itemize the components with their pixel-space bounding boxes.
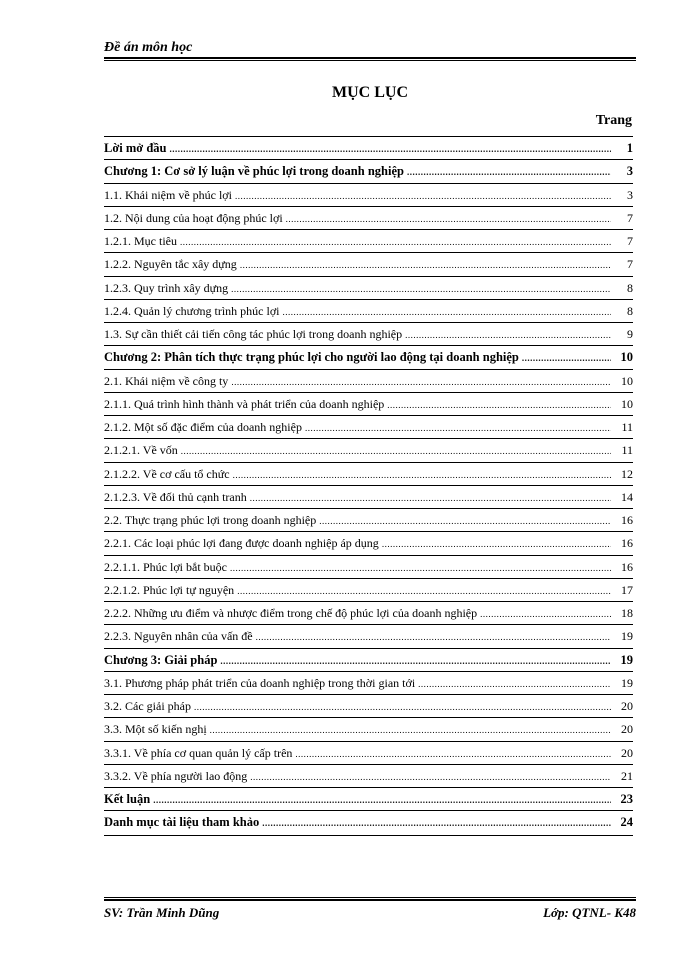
dot-leader (233, 468, 611, 482)
toc-entry-page: 24 (620, 815, 633, 830)
toc-entry-page: 20 (621, 722, 633, 737)
toc-entry-page: 10 (621, 373, 633, 388)
toc-entry[interactable] (104, 323, 633, 346)
toc-entry[interactable] (104, 253, 633, 276)
footer-rule (104, 897, 636, 901)
toc-entry-label: Chương 3: Giải pháp (104, 652, 218, 667)
toc-entry[interactable] (104, 439, 633, 462)
toc-entry-page: 10 (621, 396, 633, 411)
toc-entry-page: 3 (627, 187, 633, 202)
toc-entry[interactable] (104, 649, 633, 672)
dot-leader (382, 537, 611, 551)
dot-leader (405, 328, 611, 342)
toc-entry-label: 2.1.2.1. Về vốn (104, 443, 178, 458)
toc-entry-label: Danh mục tài liệu tham khảo (104, 815, 260, 830)
table-of-contents (104, 136, 633, 836)
toc-entry-label: 2.2.1.1. Phúc lợi bắt buộc (104, 559, 227, 574)
toc-entry[interactable] (104, 486, 633, 509)
dot-leader (250, 491, 611, 505)
toc-entry[interactable] (104, 207, 633, 230)
toc-entry[interactable] (104, 788, 633, 811)
dot-leader (522, 351, 611, 365)
toc-entry[interactable] (104, 463, 633, 486)
toc-entry-page: 7 (627, 257, 633, 272)
toc-entry-page: 11 (621, 443, 633, 458)
toc-entry-label: 1.1. Khái niệm về phúc lợi (104, 187, 232, 202)
toc-entry-page: 8 (627, 280, 633, 295)
toc-entry-page: 16 (621, 559, 633, 574)
toc-entry-page: 1 (626, 141, 633, 155)
toc-entry-page: 14 (621, 489, 633, 504)
dot-leader (231, 375, 611, 389)
toc-entry[interactable] (104, 811, 633, 834)
toc-entry[interactable] (104, 625, 633, 648)
toc-title: MỤC LỤC (332, 84, 408, 101)
dot-leader (169, 142, 611, 156)
toc-entry-label: 2.1.2.3. Về đối thủ cạnh tranh (104, 489, 247, 504)
toc-entry[interactable] (104, 277, 633, 300)
dot-leader (256, 630, 611, 644)
dot-leader (250, 770, 611, 784)
dot-leader (262, 816, 611, 830)
toc-entry[interactable] (104, 184, 633, 207)
dot-leader (230, 561, 611, 575)
toc-entry-page: 17 (621, 582, 633, 597)
toc-entry[interactable] (104, 602, 633, 625)
toc-entry[interactable] (104, 695, 633, 718)
toc-entry-page: 3 (626, 164, 633, 179)
dot-leader (181, 444, 611, 458)
toc-entry[interactable] (104, 230, 633, 253)
dot-leader (305, 421, 611, 435)
toc-entry[interactable] (104, 509, 633, 532)
dot-leader (220, 654, 611, 668)
toc-entry[interactable] (104, 579, 633, 602)
dot-leader (480, 607, 611, 621)
toc-entry[interactable] (104, 370, 633, 393)
toc-entry-label: 3.3. Một số kiến nghị (104, 722, 207, 737)
dot-leader (210, 723, 611, 737)
toc-entry-label: 1.2.4. Quản lý chương trình phúc lợi (104, 303, 280, 318)
toc-entry-page: 16 (621, 536, 633, 551)
toc-entry-label: Lời mở đầu (104, 141, 167, 155)
dot-leader (240, 258, 611, 272)
toc-entry[interactable] (104, 137, 633, 160)
toc-entry-label: 2.2.1.2. Phúc lợi tự nguyện (104, 582, 235, 597)
dot-leader (319, 514, 611, 528)
dot-leader (194, 700, 611, 714)
page-column-label: Trang (595, 113, 632, 128)
toc-entry-page: 10 (620, 350, 633, 365)
toc-entry[interactable] (104, 393, 633, 416)
toc-entry-label: 2.1.1. Quá trình hình thành và phát triển của doanh nghiệp (104, 396, 385, 411)
toc-entry-label: 3.1. Phương pháp phát triển của doanh nghiệp trong thời gian tới (104, 675, 416, 690)
toc-entry-page: 16 (621, 513, 633, 527)
dot-leader (283, 305, 611, 319)
toc-entry[interactable] (104, 556, 633, 579)
toc-entry[interactable] (104, 160, 633, 183)
toc-entry[interactable] (104, 532, 633, 555)
toc-entry-label: 2.1. Khái niệm về công ty (104, 373, 229, 388)
toc-entry-label: 1.2. Nội dung của hoạt động phúc lợi (104, 210, 283, 225)
footer-class: Lớp: QTNL- K48 (543, 905, 636, 920)
toc-entry-label: Chương 1: Cơ sở lý luận về phúc lợi trong doanh nghiệp (104, 164, 404, 179)
toc-entry-page: 8 (627, 303, 633, 318)
toc-entry-page: 20 (621, 745, 633, 760)
toc-entry-label: 3.3.2. Về phía người lao động (104, 768, 248, 783)
toc-entry-page: 23 (620, 792, 633, 806)
dot-leader (153, 793, 611, 807)
toc-entry-page: 11 (621, 420, 633, 434)
dot-leader (407, 165, 611, 179)
toc-entry-page: 18 (621, 606, 633, 620)
dot-leader (387, 398, 611, 412)
toc-entry-label: 2.1.2. Một số đặc điểm của doanh nghiệp (104, 420, 302, 434)
header-rule (104, 57, 636, 61)
toc-entry-label: 2.2.3. Nguyên nhân của vấn đề (104, 629, 253, 644)
toc-entry[interactable] (104, 765, 633, 788)
dot-leader (180, 235, 611, 249)
toc-entry-label: 2.2.1. Các loại phúc lợi đang được doanh nghiệp áp dụng (104, 536, 379, 551)
toc-entry-label: Kết luận (104, 792, 151, 806)
toc-entry-page: 19 (621, 675, 633, 690)
toc-entry-label: 2.2. Thực trạng phúc lợi trong doanh nghiệp (104, 513, 317, 527)
toc-entry[interactable] (104, 672, 633, 695)
dot-leader (295, 747, 611, 761)
toc-entry-label: 1.2.2. Nguyên tắc xây dựng (104, 257, 237, 272)
toc-entry-label: 2.2.2. Những ưu điểm và nhược điểm trong chế độ phúc lợi của doanh nghiệp (104, 606, 478, 620)
dot-leader (231, 282, 611, 296)
toc-entry-page: 7 (627, 234, 633, 248)
toc-entry[interactable] (104, 416, 633, 439)
toc-entry-page: 19 (620, 652, 633, 667)
dot-leader (286, 212, 611, 226)
toc-entry-page: 21 (621, 768, 633, 783)
toc-entry-page: 9 (627, 327, 633, 341)
dot-leader (418, 677, 611, 691)
toc-entry-page: 19 (621, 629, 633, 644)
dot-leader (235, 189, 611, 203)
toc-entry-label: 2.1.2.2. Về cơ cấu tổ chức (104, 466, 230, 481)
toc-entry[interactable] (104, 718, 633, 741)
toc-entry-label: 1.3. Sự cần thiết cải tiến công tác phúc lợi trong doanh nghiệp (104, 327, 403, 341)
toc-entry[interactable] (104, 346, 633, 369)
dot-leader (237, 584, 611, 598)
toc-entry[interactable] (104, 742, 633, 765)
toc-entry-label: 3.2. Các giải pháp (104, 699, 191, 713)
toc-entry-label: 1.2.1. Mục tiêu (104, 234, 177, 248)
toc-entry-page: 7 (627, 210, 633, 225)
footer-student: SV: Trần Minh Dũng (104, 905, 220, 920)
toc-entry-label: 1.2.3. Quy trình xây dựng (104, 280, 229, 295)
toc-entry[interactable] (104, 300, 633, 323)
toc-entry-page: 12 (621, 466, 633, 481)
toc-entry-label: Chương 2: Phân tích thực trạng phúc lợi cho người lao động tại doanh nghiệp (104, 350, 519, 365)
header-title: Đề án môn học (104, 40, 193, 55)
toc-entry-page: 20 (621, 699, 633, 713)
toc-entry-label: 3.3.1. Về phía cơ quan quản lý cấp trên (104, 745, 293, 760)
